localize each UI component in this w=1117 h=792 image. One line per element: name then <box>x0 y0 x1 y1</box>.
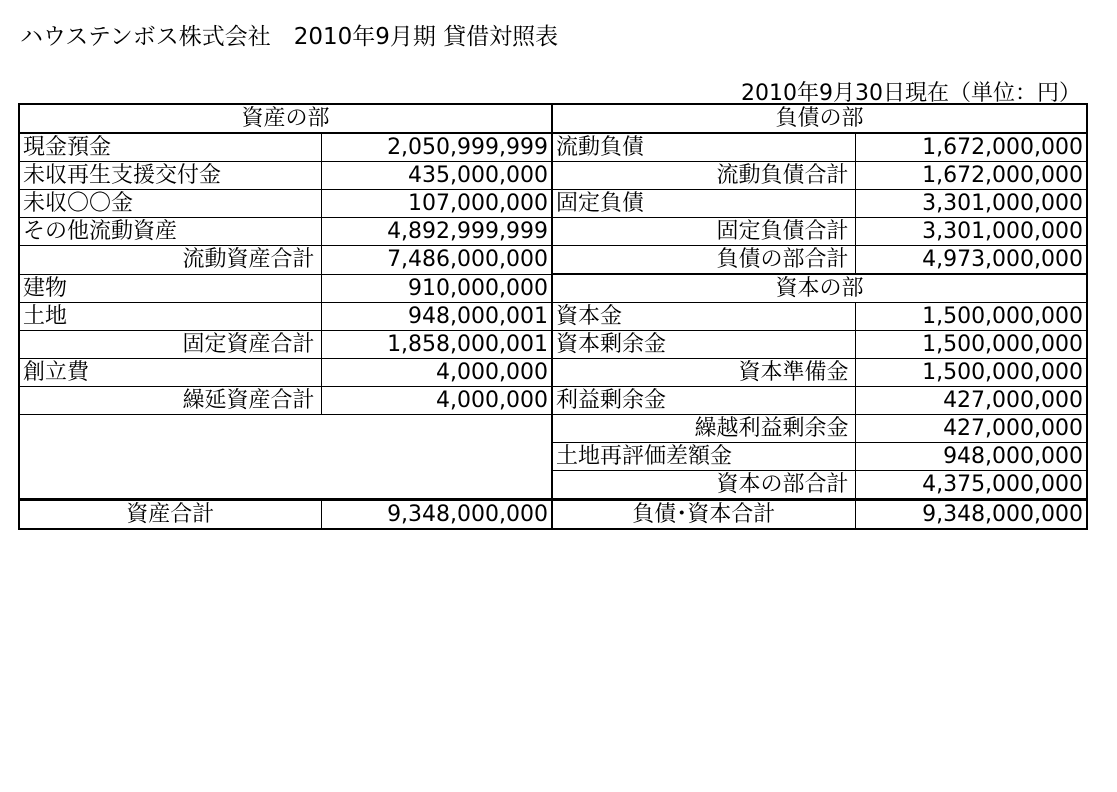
asset-value: 4,000,000 <box>321 387 552 415</box>
total-assets-label: 資産合計 <box>19 500 321 530</box>
equity-label: 利益剰余金 <box>552 387 855 415</box>
liability-subtotal-label: 流動負債合計 <box>552 162 855 190</box>
liability-label: 流動負債 <box>552 133 855 162</box>
asset-value: 1,858,000,001 <box>321 331 552 359</box>
asset-subtotal-label: 流動資産合計 <box>19 246 321 275</box>
assets-blank-area <box>19 415 552 500</box>
equity-value: 1,500,000,000 <box>855 331 1087 359</box>
total-liabilities-equity-value: 9,348,000,000 <box>855 500 1087 530</box>
asset-label: 創立費 <box>19 359 321 387</box>
equity-subtotal-label: 繰越利益剰余金 <box>552 415 855 443</box>
total-assets-value: 9,348,000,000 <box>321 500 552 530</box>
equity-label: 土地再評価差額金 <box>552 443 855 471</box>
equity-label: 資本金 <box>552 303 855 331</box>
equity-value: 1,500,000,000 <box>855 359 1087 387</box>
total-liabilities-equity-label: 負債･資本合計 <box>552 500 855 530</box>
table-row <box>19 162 1087 190</box>
balance-sheet-table <box>18 103 1088 530</box>
table-row <box>19 415 1087 443</box>
asset-value: 2,050,999,999 <box>321 133 552 162</box>
asset-value: 4,892,999,999 <box>321 218 552 246</box>
as-of-date-unit: 2010年9月30日現在（単位：円） <box>741 81 1081 106</box>
liability-value: 3,301,000,000 <box>855 190 1087 218</box>
liabilities-section-header: 負債の部 <box>552 104 1087 133</box>
table-row <box>19 359 1087 387</box>
asset-label: 建物 <box>19 274 321 303</box>
table-row <box>19 303 1087 331</box>
table-row <box>19 246 1087 275</box>
assets-section-header: 資産の部 <box>19 104 552 133</box>
asset-value: 435,000,000 <box>321 162 552 190</box>
liability-value: 3,301,000,000 <box>855 218 1087 246</box>
asset-subtotal-label: 繰延資産合計 <box>19 387 321 415</box>
table-row <box>19 218 1087 246</box>
asset-value: 948,000,001 <box>321 303 552 331</box>
table-header-row <box>19 104 1087 133</box>
asset-label: 土地 <box>19 303 321 331</box>
asset-value: 910,000,000 <box>321 274 552 303</box>
liability-label: 固定負債 <box>552 190 855 218</box>
asset-label: その他流動資産 <box>19 218 321 246</box>
equity-value: 427,000,000 <box>855 387 1087 415</box>
asset-label: 未収再生支援交付金 <box>19 162 321 190</box>
equity-section-header: 資本の部 <box>552 274 1087 303</box>
table-row <box>19 387 1087 415</box>
asset-label: 現金預金 <box>19 133 321 162</box>
liability-value: 1,672,000,000 <box>855 133 1087 162</box>
asset-value: 107,000,000 <box>321 190 552 218</box>
table-row <box>19 274 1087 303</box>
liability-value: 4,973,000,000 <box>855 246 1087 275</box>
liability-value: 1,672,000,000 <box>855 162 1087 190</box>
asset-value: 4,000,000 <box>321 359 552 387</box>
liability-subtotal-label: 固定負債合計 <box>552 218 855 246</box>
equity-value: 1,500,000,000 <box>855 303 1087 331</box>
equity-value: 4,375,000,000 <box>855 471 1087 500</box>
table-row <box>19 133 1087 162</box>
table-row <box>19 331 1087 359</box>
equity-subtotal-label: 資本の部合計 <box>552 471 855 500</box>
asset-subtotal-label: 固定資産合計 <box>19 331 321 359</box>
liability-subtotal-label: 負債の部合計 <box>552 246 855 275</box>
table-row <box>19 190 1087 218</box>
equity-label: 資本剰余金 <box>552 331 855 359</box>
equity-value: 427,000,000 <box>855 415 1087 443</box>
equity-value: 948,000,000 <box>855 443 1087 471</box>
equity-subtotal-label: 資本準備金 <box>552 359 855 387</box>
document-title: ハウステンボス株式会社 2010年9月期 貸借対照表 <box>20 24 559 50</box>
asset-value: 7,486,000,000 <box>321 246 552 275</box>
asset-label: 未収〇〇金 <box>19 190 321 218</box>
totals-row <box>19 500 1087 530</box>
